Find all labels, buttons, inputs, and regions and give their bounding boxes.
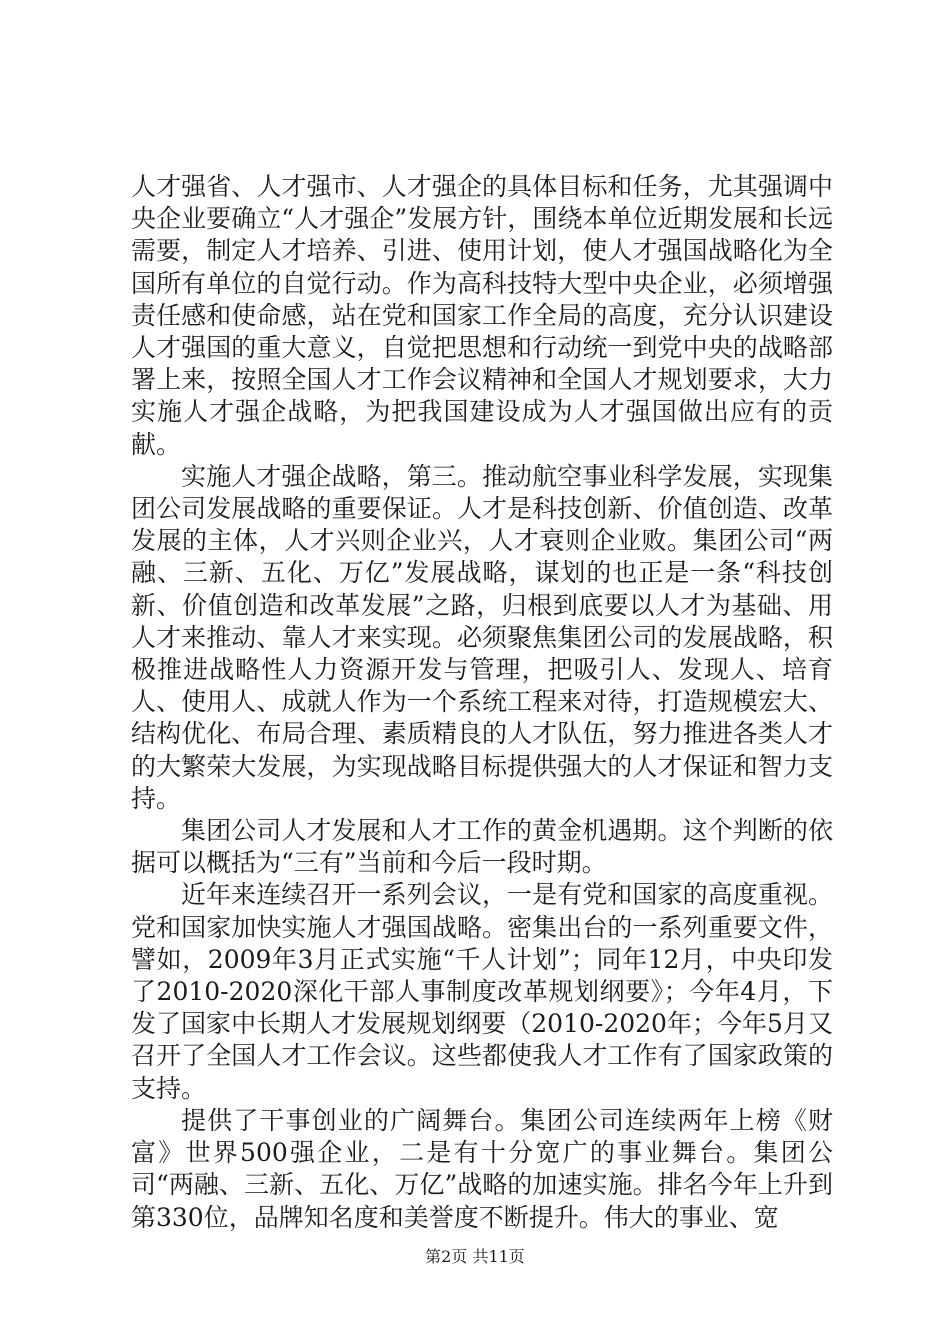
paragraph-5: 提供了干事创业的广阔舞台。集团公司连续两年上榜《财富》世界500强企业，二是有十分宽广的事业舞台。集团公司“两融、三新、五化、万亿”战略的加速实施。排名今年上升到第330位，品牌知名度和美誉度不断提升。伟大的事业、宽 xyxy=(131,1105,833,1232)
paragraph-3: 集团公司人才发展和人才工作的黄金机遇期。这个判断的依据可以概括为“三有”当前和今后一段时期。 xyxy=(131,816,833,878)
paragraph-1: 人才强省、人才强市、人才强企的具体目标和任务，尤其强调中央企业要确立“人才强企”发展方针，围绕本单位近期发展和长远需要，制定人才培养、引进、使用计划，使人才强国战略化为全国所有单位的自觉行动。作为高科技特大型中央企业，必须增强责任感和使命感，站在党和国家工作全局的高度，充分认识建设人才强国的重大意义，自觉把思想和行动统一到党中央的战略部署上来，按照全国人才工作会议精神和全国人才规划要求，大力实施人才强企战略，为把我国建设成为人才强国做出应有的贡献。 xyxy=(131,172,833,459)
document-body xyxy=(131,171,833,1234)
page-footer: 第2页 共11页 xyxy=(425,1247,525,1266)
paragraph-4: 近年来连续召开一系列会议，一是有党和国家的高度重视。党和国家加快实施人才强国战略。密集出台的一系列重要文件，譬如，2009年3月正式实施“千人计划”；同年12月，中央印发了2010-2020深化干部人事制度改革规划纲要》；今年4月，下发了国家中长期人才发展规划纲要（2010-2020年；今年5月又召开了全国人才工作会议。这些都使我人才工作有了国家政策的支持。 xyxy=(131,880,833,1103)
paragraph-2: 实施人才强企战略，第三。推动航空事业科学发展，实现集团公司发展战略的重要保证。人才是科技创新、价值创造、改革发展的主体，人才兴则企业兴，人才衰则企业败。集团公司“两融、三新、五化、万亿”发展战略，谋划的也正是一条“科技创新、价值创造和改革发展”之路，归根到底要以人才为基础、用人才来推动、靠人才来实现。必须聚焦集团公司的发展战略，积极推进战略性人力资源开发与管理，把吸引人、发现人、培育人、使用人、成就人作为一个系统工程来对待，打造规模宏大、结构优化、布局合理、素质精良的人才队伍，努力推进各类人才的大繁荣大发展，为实现战略目标提供强大的人才保证和智力支持。 xyxy=(131,461,833,813)
